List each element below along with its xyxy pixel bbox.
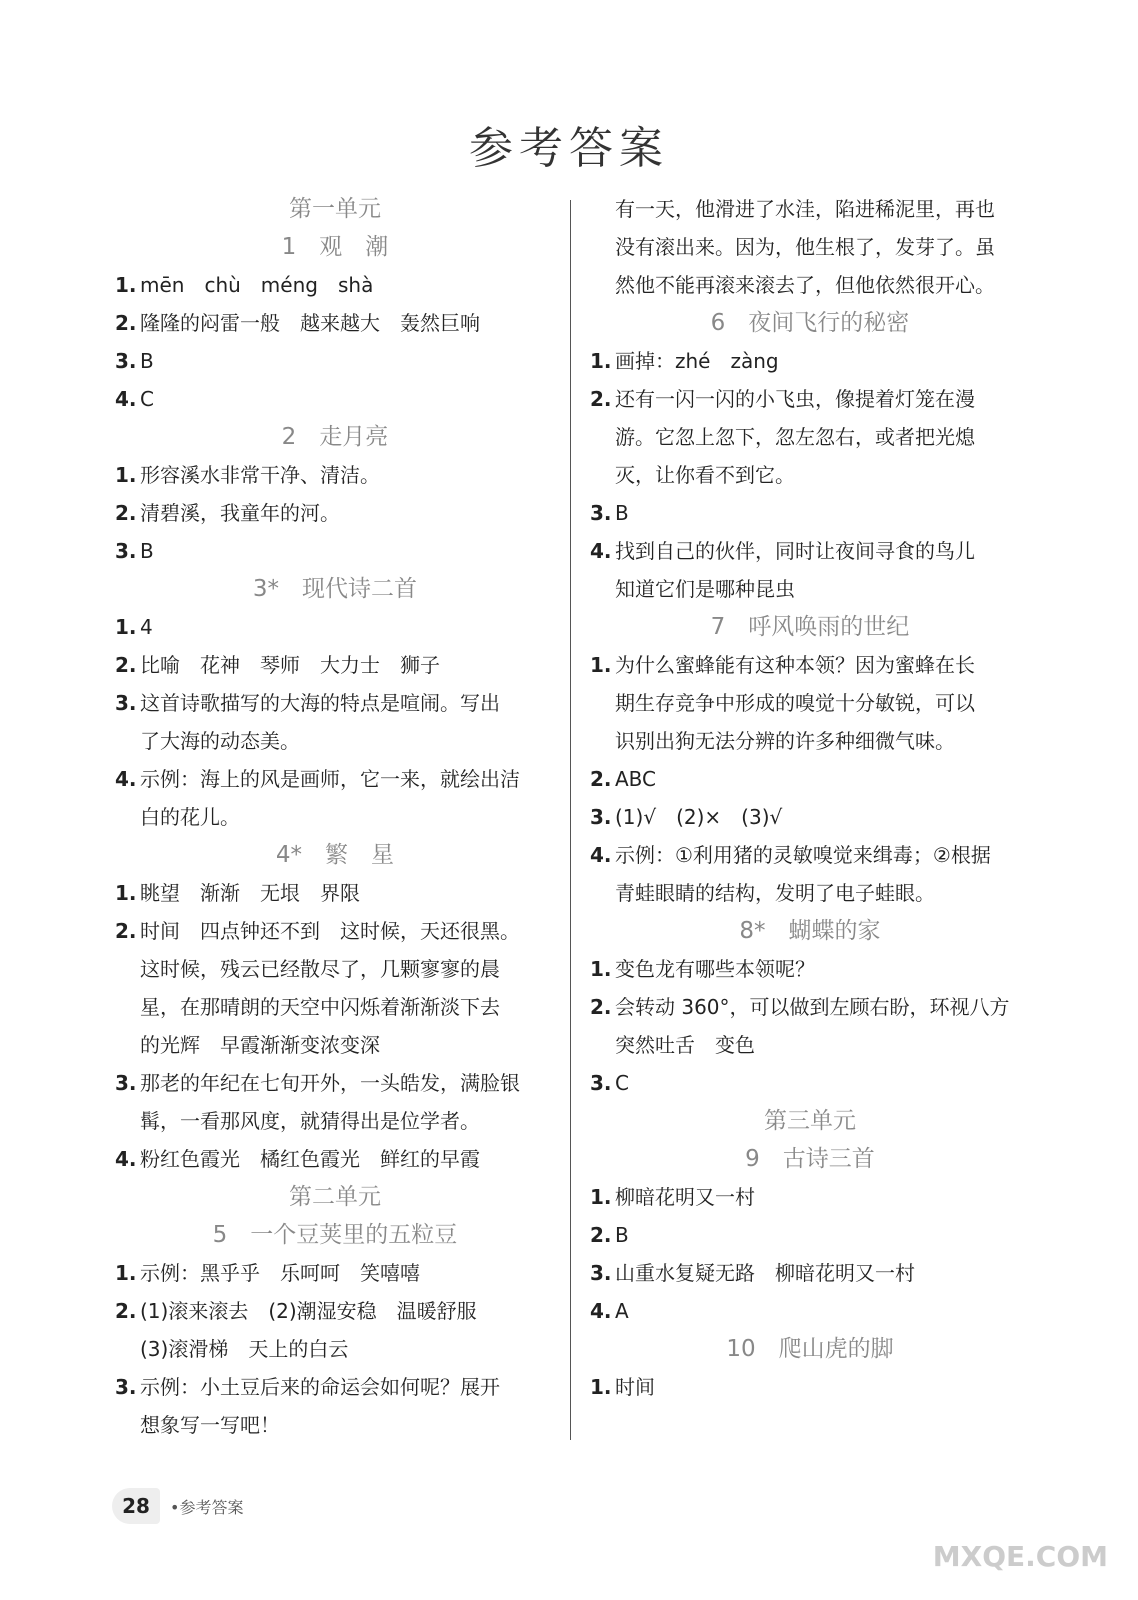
answer-number: 1. bbox=[115, 463, 137, 487]
answer-line bbox=[115, 266, 555, 304]
answer-continuation: 星，在那晴朗的天空中闪烁着渐渐淡下去 bbox=[140, 995, 500, 1019]
section-heading: 10 爬山虎的脚 bbox=[726, 1336, 894, 1362]
answer-text: B bbox=[140, 349, 154, 373]
section-heading: 8* 蝴蝶的家 bbox=[739, 918, 881, 944]
answer-text: (1)滚来滚去 (2)潮湿安稳 温暖舒服 bbox=[140, 1299, 477, 1323]
answer-number: 4. bbox=[115, 387, 137, 411]
answer-number: 2. bbox=[590, 995, 612, 1019]
answer-number: 4. bbox=[115, 767, 137, 791]
answer-continuation: 灭，让你看不到它。 bbox=[615, 463, 795, 487]
answer-number: 2. bbox=[590, 387, 612, 411]
section-heading: 第二单元 bbox=[289, 1184, 381, 1210]
answer-line bbox=[590, 532, 1030, 570]
answer-line bbox=[115, 380, 555, 418]
answer-text: 比喻 花神 琴师 大力士 狮子 bbox=[140, 653, 440, 677]
answer-line bbox=[115, 684, 555, 722]
answer-text: 示例：小土豆后来的命运会如何呢？展开 bbox=[140, 1375, 500, 1399]
answer-line bbox=[590, 1178, 1030, 1216]
answer-text: B bbox=[615, 1223, 629, 1247]
answer-number: 3. bbox=[590, 1261, 612, 1285]
answer-number: 1. bbox=[115, 1261, 137, 1285]
answer-number: 1. bbox=[115, 881, 137, 905]
answer-number: 4. bbox=[590, 539, 612, 563]
answer-text: B bbox=[140, 539, 154, 563]
answer-text: 示例：黑乎乎 乐呵呵 笑嘻嘻 bbox=[140, 1261, 420, 1285]
answer-line bbox=[590, 1254, 1030, 1292]
answer-line bbox=[115, 646, 555, 684]
answer-number: 4. bbox=[590, 843, 612, 867]
answer-continuation: (3)滚滑梯 天上的白云 bbox=[140, 1337, 349, 1361]
section-heading: 9 古诗三首 bbox=[745, 1146, 875, 1172]
answer-number: 2. bbox=[115, 1299, 137, 1323]
answer-number: 2. bbox=[590, 767, 612, 791]
answer-line bbox=[590, 494, 1030, 532]
watermark-logo: MXQE.COM bbox=[932, 1540, 1108, 1573]
answer-number: 1. bbox=[115, 615, 137, 639]
answer-continuation: 有一天，他滑进了水洼，陷进稀泥里，再也 bbox=[615, 197, 995, 221]
answer-number: 3. bbox=[590, 1071, 612, 1095]
answer-number: 4. bbox=[115, 1147, 137, 1171]
answer-line bbox=[115, 912, 555, 950]
answer-line bbox=[115, 304, 555, 342]
answer-continuation: 想象写一写吧！ bbox=[140, 1413, 280, 1437]
answer-continuation: 没有滚出来。因为，他生根了，发芽了。虽 bbox=[615, 235, 995, 259]
section-heading: 第一单元 bbox=[289, 196, 381, 222]
answer-number: 2. bbox=[590, 1223, 612, 1247]
answer-continuation: 髯，一看那风度，就猜得出是位学者。 bbox=[140, 1109, 480, 1133]
answer-continuation: 白的花儿。 bbox=[140, 805, 240, 829]
answer-text: 画掉：zhé zàng bbox=[615, 349, 779, 373]
footer-label: •参考答案 bbox=[170, 1497, 244, 1517]
answer-line bbox=[590, 1216, 1030, 1254]
answer-continuation: 然他不能再滚来滚去了，但他依然很开心。 bbox=[615, 273, 995, 297]
answer-line bbox=[590, 950, 1030, 988]
answer-line bbox=[115, 1368, 555, 1406]
answer-continuation: 的光辉 早霞渐渐变浓变深 bbox=[140, 1033, 380, 1057]
answer-text: 示例：海上的风是画师，它一来，就绘出洁 bbox=[140, 767, 520, 791]
column-divider bbox=[570, 200, 571, 1440]
answer-continuation: 识别出狗无法分辨的许多种细微气味。 bbox=[615, 729, 955, 753]
answer-number: 3. bbox=[590, 501, 612, 525]
answer-line bbox=[590, 342, 1030, 380]
answer-number: 2. bbox=[115, 501, 137, 525]
answer-number: 2. bbox=[115, 311, 137, 335]
answer-text: (1)√ (2)× (3)√ bbox=[615, 805, 783, 829]
section-heading: 2 走月亮 bbox=[281, 424, 389, 450]
answer-number: 1. bbox=[590, 349, 612, 373]
answer-text: ABC bbox=[615, 767, 657, 791]
answer-continuation: 青蛙眼睛的结构，发明了电子蛙眼。 bbox=[615, 881, 935, 905]
answer-line bbox=[590, 380, 1030, 418]
page-title: 参考答案 bbox=[469, 123, 669, 174]
answer-line bbox=[115, 1140, 555, 1178]
section-heading: 7 呼风唤雨的世纪 bbox=[710, 614, 910, 640]
answer-text: 隆隆的闷雷一般 越来越大 轰然巨响 bbox=[140, 311, 480, 335]
answer-number: 1. bbox=[590, 1375, 612, 1399]
answer-number: 1. bbox=[590, 957, 612, 981]
answer-line bbox=[590, 760, 1030, 798]
section-heading: 1 观 潮 bbox=[281, 234, 389, 260]
answer-continuation: 了大海的动态美。 bbox=[140, 729, 300, 753]
answer-text: 为什么蜜蜂能有这种本领？因为蜜蜂在长 bbox=[615, 653, 975, 677]
answer-number: 3. bbox=[115, 349, 137, 373]
answer-number: 3. bbox=[590, 805, 612, 829]
answer-text: 4 bbox=[140, 615, 153, 639]
answer-number: 3. bbox=[115, 539, 137, 563]
answer-text: A bbox=[615, 1299, 629, 1323]
answer-continuation: 知道它们是哪种昆虫 bbox=[615, 577, 795, 601]
answer-text: 那老的年纪在七旬开外，一头皓发，满脸银 bbox=[140, 1071, 520, 1095]
answer-line bbox=[115, 760, 555, 798]
answer-number: 1. bbox=[590, 1185, 612, 1209]
answer-number: 2. bbox=[115, 653, 137, 677]
answer-text: 眺望 渐渐 无垠 界限 bbox=[140, 881, 360, 905]
answer-text: 时间 bbox=[615, 1375, 655, 1399]
answer-text: 变色龙有哪些本领呢？ bbox=[615, 957, 815, 981]
answer-line bbox=[115, 532, 555, 570]
answer-text: 柳暗花明又一村 bbox=[615, 1185, 755, 1209]
answer-text: 还有一闪一闪的小飞虫，像提着灯笼在漫 bbox=[615, 387, 975, 411]
answer-line bbox=[115, 1254, 555, 1292]
left-column bbox=[115, 190, 555, 1444]
answer-text: 山重水复疑无路 柳暗花明又一村 bbox=[615, 1261, 915, 1285]
answer-text: C bbox=[615, 1071, 629, 1095]
answer-text: 时间 四点钟还不到 这时候，天还很黑。 bbox=[140, 919, 520, 943]
answer-number: 3. bbox=[115, 1071, 137, 1095]
section-heading: 5 一个豆荚里的五粒豆 bbox=[212, 1222, 458, 1248]
section-heading: 4* 繁 星 bbox=[275, 842, 395, 868]
answer-line bbox=[590, 1064, 1030, 1102]
answer-line bbox=[115, 494, 555, 532]
answer-line bbox=[590, 836, 1030, 874]
answer-line bbox=[115, 1064, 555, 1102]
answer-line bbox=[115, 456, 555, 494]
answer-line bbox=[590, 798, 1030, 836]
answer-text: 这首诗歌描写的大海的特点是喧闹。写出 bbox=[140, 691, 500, 715]
answer-line bbox=[590, 1292, 1030, 1330]
answer-text: 形容溪水非常干净、清洁。 bbox=[140, 463, 380, 487]
answer-continuation: 这时候，残云已经散尽了，几颗寥寥的晨 bbox=[140, 957, 500, 981]
answer-line bbox=[115, 874, 555, 912]
answer-text: C bbox=[140, 387, 154, 411]
answer-text: 示例：①利用猪的灵敏嗅觉来缉毒；②根据 bbox=[615, 843, 991, 867]
answer-text: 清碧溪，我童年的河。 bbox=[140, 501, 340, 525]
answer-text: 会转动 360°，可以做到左顾右盼，环视八方 bbox=[615, 995, 1010, 1019]
page-footer bbox=[112, 1486, 243, 1526]
answer-number: 2. bbox=[115, 919, 137, 943]
answer-number: 4. bbox=[590, 1299, 612, 1323]
answer-number: 1. bbox=[590, 653, 612, 677]
answer-text: B bbox=[615, 501, 629, 525]
answer-number: 3. bbox=[115, 691, 137, 715]
right-column bbox=[590, 190, 1030, 1406]
answer-number: 1. bbox=[115, 273, 137, 297]
answer-continuation: 期生存竞争中形成的嗅觉十分敏锐，可以 bbox=[615, 691, 975, 715]
section-heading: 3* 现代诗二首 bbox=[252, 576, 418, 602]
answer-line bbox=[590, 1368, 1030, 1406]
answer-continuation: 突然吐舌 变色 bbox=[615, 1033, 755, 1057]
section-heading: 6 夜间飞行的秘密 bbox=[710, 310, 910, 336]
answer-line bbox=[115, 1292, 555, 1330]
page-number: 28 bbox=[112, 1488, 160, 1524]
answer-line bbox=[115, 608, 555, 646]
answer-continuation: 游。它忽上忽下，忽左忽右，或者把光熄 bbox=[615, 425, 975, 449]
answer-line bbox=[590, 988, 1030, 1026]
answer-text: mēn chù méng shà bbox=[140, 273, 374, 297]
section-heading: 第三单元 bbox=[764, 1108, 856, 1134]
answer-text: 找到自己的伙伴，同时让夜间寻食的鸟儿 bbox=[615, 539, 975, 563]
answer-line bbox=[590, 646, 1030, 684]
answer-line bbox=[115, 342, 555, 380]
answer-text: 粉红色霞光 橘红色霞光 鲜红的早霞 bbox=[140, 1147, 480, 1171]
answer-number: 3. bbox=[115, 1375, 137, 1399]
